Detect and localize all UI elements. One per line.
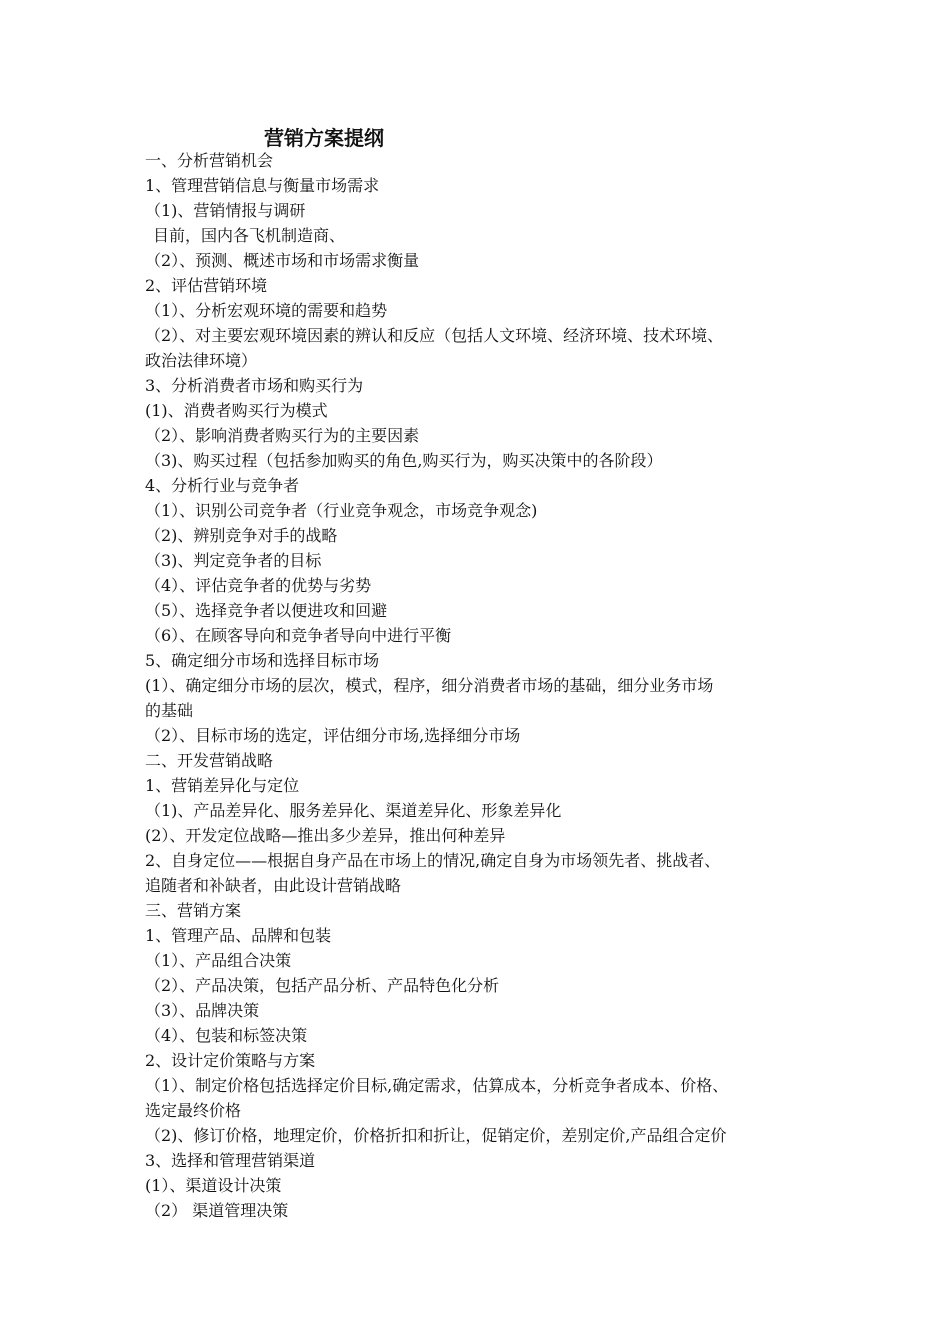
list-item: (2）、开发定位战略—推出多少差异，推出何种差异	[145, 826, 506, 845]
list-item: （2）、产品决策，包括产品分析、产品特色化分析	[145, 976, 500, 995]
list-item: （1）、分析宏观环境的需要和趋势	[145, 301, 388, 320]
list-item: （3）、品牌决策	[145, 1001, 260, 1020]
subsection-heading: 1、管理产品、品牌和包装	[145, 926, 332, 945]
list-item: （2)、修订价格，地理定价，价格折扣和折让，促销定价，差别定价,产品组合定价	[145, 1126, 727, 1145]
list-item: （1）、制定价格包括选择定价目标,确定需求，估算成本，分析竞争者成本、价格、	[145, 1076, 729, 1095]
section-heading: 二、开发营销战略	[145, 751, 274, 770]
list-item: （1)、产品差异化、服务差异化、渠道差异化、形象差异化	[145, 801, 562, 820]
document-body	[145, 148, 835, 1223]
list-item-continuation: 选定最终价格	[145, 1101, 242, 1120]
paragraph-continuation: 追随者和补缺者，由此设计营销战略	[145, 876, 402, 895]
list-item: (1）、确定细分市场的层次，模式，程序，细分消费者市场的基础，细分业务市场	[145, 676, 714, 695]
list-item: （1）、产品组合决策	[145, 951, 292, 970]
list-item: （6）、在顾客导向和竞争者导向中进行平衡	[145, 626, 452, 645]
subsection-heading: 5、确定细分市场和选择目标市场	[145, 651, 380, 670]
list-item: （2）、目标市场的选定，评估细分市场,选择细分市场	[145, 726, 521, 745]
list-item: （5）、选择竞争者以便进攻和回避	[145, 601, 388, 620]
subsection-heading: 2、设计定价策略与方案	[145, 1051, 316, 1070]
list-item-continuation: 政治法律环境）	[145, 351, 258, 370]
list-item: （2） 渠道管理决策	[145, 1201, 289, 1220]
subsection-heading: 2、评估营销环境	[145, 276, 268, 295]
list-item: （4）、评估竞争者的优势与劣势	[145, 576, 372, 595]
subsection-heading: 2、自身定位——根据自身产品在市场上的情况,确定自身为市场领先者、挑战者、	[145, 851, 721, 870]
list-item: （3)、购买过程（包括参加购买的角色,购买行为，购买决策中的各阶段）	[145, 451, 663, 470]
list-item-continuation: 的基础	[145, 701, 194, 720]
subsection-heading: 1、营销差异化与定位	[145, 776, 300, 795]
list-item: （1)、营销情报与调研	[145, 201, 306, 220]
list-item: (1）、渠道设计决策	[145, 1176, 282, 1195]
list-item: （1）、识别公司竞争者（行业竞争观念，市场竞争观念)	[145, 501, 538, 520]
list-item: （3)、判定竞争者的目标	[145, 551, 322, 570]
paragraph-line: 目前，国内各飞机制造商、	[153, 226, 346, 245]
section-heading: 一、分析营销机会	[145, 151, 274, 170]
subsection-heading: 4、分析行业与竞争者	[145, 476, 300, 495]
subsection-heading: 1、管理营销信息与衡量市场需求	[145, 176, 380, 195]
subsection-heading: 3、分析消费者市场和购买行为	[145, 376, 364, 395]
section-heading: 三、营销方案	[145, 901, 242, 920]
list-item: （2）、预测、概述市场和市场需求衡量	[145, 251, 420, 270]
list-item: （2）、影响消费者购买行为的主要因素	[145, 426, 420, 445]
list-item: （2)、辨别竞争对手的战略	[145, 526, 338, 545]
list-item: （4）、包装和标签决策	[145, 1026, 308, 1045]
list-item: (1)、消费者购买行为模式	[145, 401, 328, 420]
document-title: 营销方案提纲	[264, 126, 384, 150]
subsection-heading: 3、选择和管理营销渠道	[145, 1151, 316, 1170]
list-item: （2）、对主要宏观环境因素的辨认和反应（包括人文环境、经济环境、技术环境、	[145, 326, 724, 345]
